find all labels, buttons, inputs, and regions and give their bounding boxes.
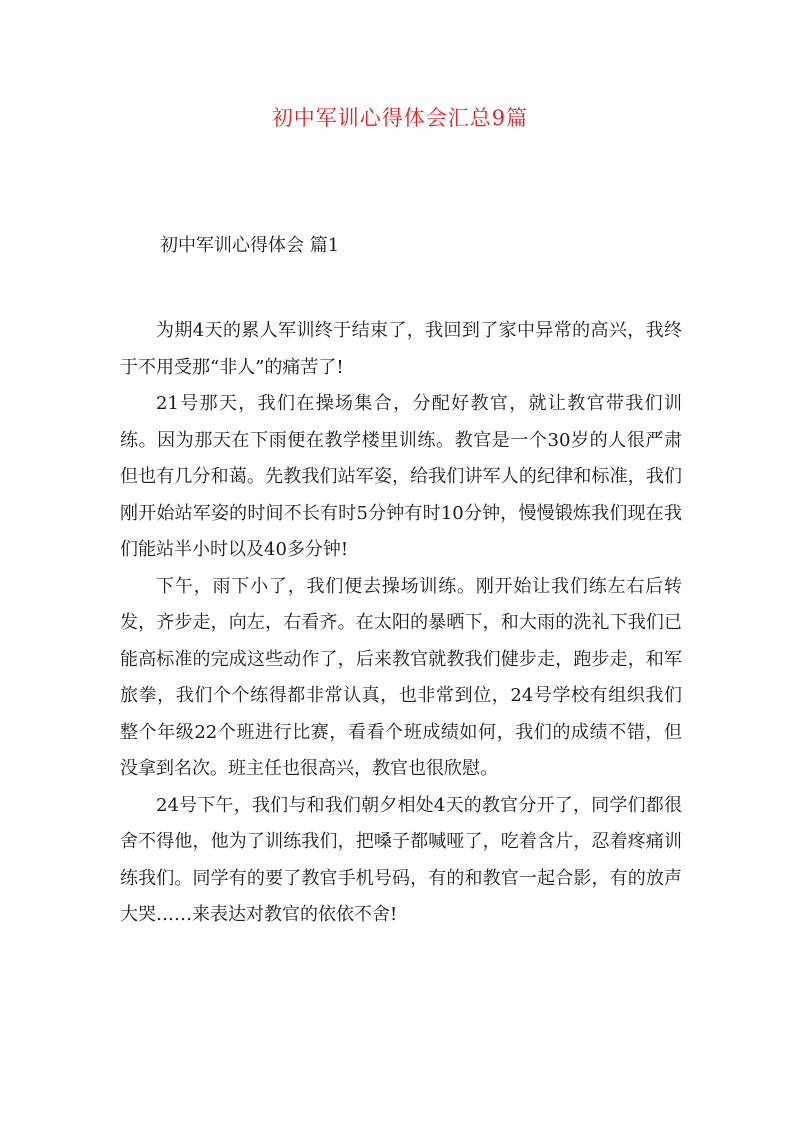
section-body [120,313,682,934]
paragraph: 21号那天，我们在操场集合，分配好教官，就让教官带我们训练。因为那天在下雨便在教学楼里训练。教官是一个30岁的人很严肃但也有几分和蔼。先教我们站军姿，给我们讲军人的纪律和标准，我们刚开始站军姿的时间不长有时5分钟有时10分钟，慢慢锻炼我们现在我们能站半小时以及40多分钟! [120,393,682,560]
document-title: 初中军训心得体会汇总9篇 [271,106,529,130]
section-heading: 初中军训心得体会 篇1 [160,235,340,256]
paragraph: 下午，雨下小了，我们便去操场训练。刚开始让我们练左右后转发，齐步走，向左，右看齐。在太阳的暴晒下，和大雨的洗礼下我们已能高标准的完成这些动作了，后来教官就教我们健步走，跑步走，和军旅拳，我们个个练得都非常认真，也非常到位，24号学校有组织我们整个年级22个班进行比赛，看看个班成绩如何，我们的成绩不错，但没拿到名次。班主任也很高兴，教官也很欣慰。 [120,575,682,779]
paragraph: 24号下午，我们与和我们朝夕相处4天的教官分开了，同学们都很舍不得他，他为了训练我们，把嗓子都喊哑了，吃着含片，忍着疼痛训练我们。同学有的要了教官手机号码，有的和教官一起合影，有的放声大哭……来表达对教官的依依不舍! [120,794,682,925]
paragraph: 为期4天的累人军训终于结束了，我回到了家中异常的高兴，我终于不用受那“非人”的痛苦了! [120,320,682,378]
